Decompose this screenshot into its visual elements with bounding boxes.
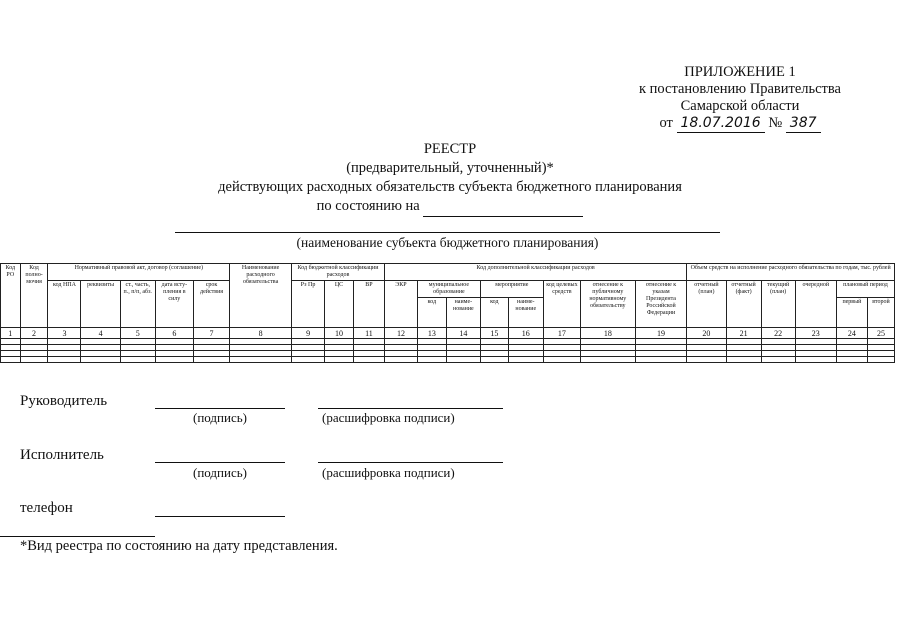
table-cell[interactable] [193,357,229,363]
table-cell[interactable] [81,357,120,363]
column-number: 12 [384,328,417,339]
table-cell[interactable] [867,357,894,363]
column-number: 19 [635,328,687,339]
table-cell[interactable] [48,357,81,363]
col-current-plan: текущий (план) [761,281,795,328]
col-obligation-name: Наименование расходного обязательства [230,264,292,328]
appendix-region: Самарской области [680,98,800,114]
table-cell[interactable] [687,357,726,363]
appendix-decree: к постановлению Правительства [639,81,841,97]
table-cell[interactable] [635,357,687,363]
head-label: Руководитель [20,393,108,409]
column-number: 17 [543,328,580,339]
col-vr: ВР [353,281,384,328]
col-npa-article: ст., часть, п., п/п, абз. [120,281,155,328]
col-mun-name: наиме-нование [446,298,480,328]
col-npa-term: срок действия [193,281,229,328]
appendix-date-number [600,115,880,133]
column-number: 24 [836,328,867,339]
col-npa: Нормативный правовой акт, договор (соглашение) [48,264,230,281]
executor-signature-caption: (подпись) [193,465,247,480]
col-event-code: код [480,298,508,328]
table-cell[interactable] [580,357,635,363]
table-cell[interactable] [353,357,384,363]
appendix-title: ПРИЛОЖЕНИЕ 1 [684,64,796,80]
registry-subheading: (предварительный, уточненный)* [346,160,554,176]
registry-title [150,140,750,217]
table-cell[interactable] [155,357,193,363]
col-mun-code: код [417,298,446,328]
registry-heading: РЕЕСТР [423,141,477,157]
number-label: № [768,115,783,131]
table-cell[interactable] [446,357,480,363]
col-reporting-fact: отчетный (факт) [726,281,761,328]
registry-description: действующих расходных обязательств субъекта бюджетного планирования [218,179,682,195]
col-npa-date: дата всту-пления в силу [155,281,193,328]
footnote: *Вид реестра по состоянию на дату представления. [20,538,338,554]
executor-signature-line[interactable] [155,462,285,463]
column-number: 5 [120,328,155,339]
phone-line[interactable] [155,516,285,517]
column-number: 2 [20,328,48,339]
col-first-year: первый [836,298,867,328]
column-number: 18 [580,328,635,339]
column-number: 3 [48,328,81,339]
table-cell[interactable] [795,357,836,363]
column-number: 11 [353,328,384,339]
column-number: 4 [81,328,120,339]
column-number: 10 [325,328,354,339]
table-cell[interactable] [292,357,325,363]
decree-number: 387 [786,115,821,133]
column-number: 15 [480,328,508,339]
col-public-norm: отнесение к публичному нормативному обязательству [580,281,635,328]
column-number: 14 [446,328,480,339]
table-row [1,357,895,363]
table-cell[interactable] [20,357,48,363]
table-cell[interactable] [325,357,354,363]
col-municipal: муниципальное образование [417,281,480,298]
phone-label: телефон [20,500,73,516]
column-number: 25 [867,328,894,339]
col-ekr: ЭКР [384,281,417,328]
column-number: 13 [417,328,446,339]
column-number-row [1,328,895,339]
decree-date: 18.07.2016 [677,115,765,133]
table-cell[interactable] [836,357,867,363]
as-of-date-field[interactable] [423,197,583,217]
executor-label: Исполнитель [20,447,104,463]
col-next: очередной [795,281,836,328]
col-volume: Объем средств на исполнение расходного обязательства по годам, тыс. рублей [687,264,895,281]
table-cell[interactable] [120,357,155,363]
from-label: от [659,115,673,131]
table-cell[interactable] [230,357,292,363]
col-npa-requisites: реквизиты [81,281,120,328]
col-reporting-plan: отчетный (план) [687,281,726,328]
column-number: 22 [761,328,795,339]
col-budget-class: Код бюджетной классификации расходов [292,264,385,281]
col-extra-class: Код дополнительной классификации расходов [384,264,686,281]
head-signature-line[interactable] [155,408,285,409]
table-cell[interactable] [1,357,21,363]
col-npa-code: код НПА [48,281,81,328]
table-cell[interactable] [508,357,543,363]
table-cell[interactable] [543,357,580,363]
entity-name-caption: (наименование субъекта бюджетного планирования) [296,235,599,250]
head-decode-line[interactable] [318,408,503,409]
table-cell[interactable] [417,357,446,363]
head-signature-caption: (подпись) [193,410,247,425]
entity-name-line[interactable] [175,232,720,233]
col-code-ro: Код РО [1,264,21,328]
column-number: 23 [795,328,836,339]
appendix-block [600,64,880,133]
table-cell[interactable] [384,357,417,363]
column-number: 16 [508,328,543,339]
column-number: 20 [687,328,726,339]
executor-decode-line[interactable] [318,462,503,463]
column-number: 7 [193,328,229,339]
executor-decode-caption: (расшифровка подписи) [322,465,455,480]
col-target-funds: код целевых средств [543,281,580,328]
col-second-year: второй [867,298,894,328]
column-number: 1 [1,328,21,339]
col-event: мероприятие [480,281,543,298]
column-number: 21 [726,328,761,339]
col-cs: ЦС [325,281,354,328]
col-event-name: наиме-нование [508,298,543,328]
registry-table [0,263,895,363]
col-rz-pr: Рз Пр [292,281,325,328]
head-decode-caption: (расшифровка подписи) [322,410,455,425]
column-number: 6 [155,328,193,339]
column-number: 8 [230,328,292,339]
col-president: отнесение к указам Президента Российской Федерации [635,281,687,328]
table-cell[interactable] [726,357,761,363]
col-planned-period: плановый период [836,281,894,298]
footnote-divider [0,536,155,537]
table-cell[interactable] [480,357,508,363]
col-authority-code: Код полно-мочия [20,264,48,328]
column-number: 9 [292,328,325,339]
table-cell[interactable] [761,357,795,363]
registry-as-of: по состоянию на [150,197,750,217]
